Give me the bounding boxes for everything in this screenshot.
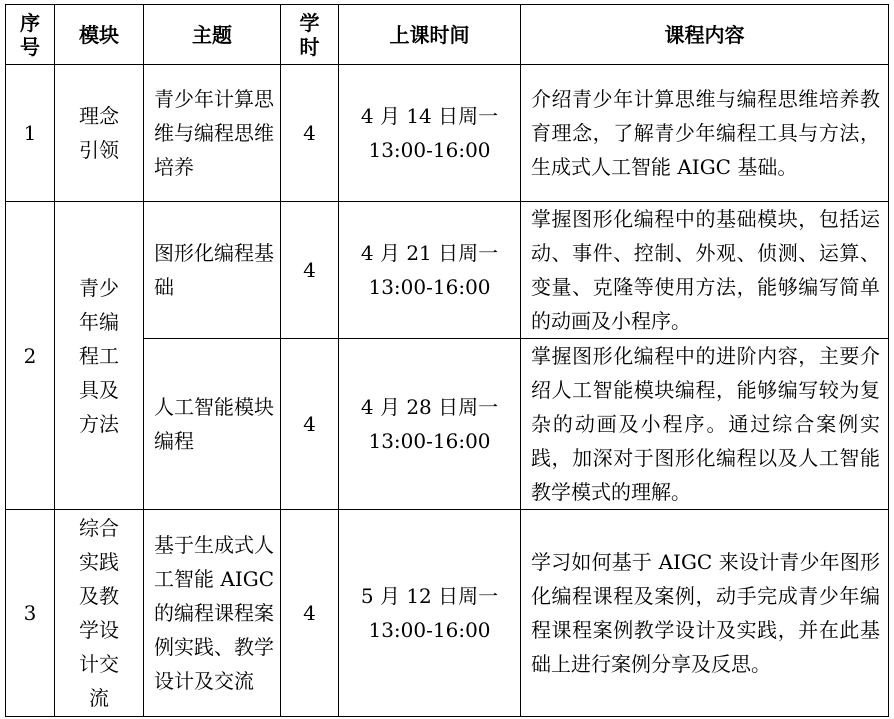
cell-time: 4 月 21 日周一 13:00-16:00	[339, 202, 521, 339]
cell-content: 学习如何基于 AIGC 来设计青少年图形化编程课程及案例，动手完成青少年编程课程案例教学设计及实践，并在此基础上进行案例分享及反思。	[521, 510, 889, 717]
cell-topic: 基于生成式人工智能 AIGC 的编程课程案例实践、教学设计及交流	[144, 510, 281, 717]
header-time: 上课时间	[339, 5, 521, 65]
cell-hours: 4	[281, 510, 339, 717]
cell-hours: 4	[281, 339, 339, 510]
cell-hours: 4	[281, 202, 339, 339]
table-row	[6, 510, 889, 717]
cell-seq: 3	[6, 510, 55, 717]
table-row	[6, 202, 889, 339]
cell-time: 4 月 14 日周一 13:00-16:00	[339, 65, 521, 202]
header-topic: 主题	[144, 5, 281, 65]
cell-content: 掌握图形化编程中的进阶内容，主要介绍人工智能模块编程，能够编写较为复杂的动画及小程序。通过综合案例实践，加深对于图形化编程以及人工智能教学模式的理解。	[521, 339, 889, 510]
cell-topic: 人工智能模块编程	[144, 339, 281, 510]
cell-hours: 4	[281, 65, 339, 202]
header-row	[6, 5, 889, 65]
cell-topic: 青少年计算思维与编程思维培养	[144, 65, 281, 202]
header-seq: 序 号	[6, 5, 55, 65]
cell-seq: 1	[6, 65, 55, 202]
table-row	[6, 65, 889, 202]
cell-module: 青少 年编 程工 具及 方法	[55, 202, 144, 510]
course-schedule-table	[5, 4, 889, 717]
cell-topic: 图形化编程基础	[144, 202, 281, 339]
header-hours: 学 时	[281, 5, 339, 65]
cell-time: 5 月 12 日周一 13:00-16:00	[339, 510, 521, 717]
header-content: 课程内容	[521, 5, 889, 65]
cell-module: 理念 引领	[55, 65, 144, 202]
cell-module: 综合 实践 及教 学设 计交 流	[55, 510, 144, 717]
header-module: 模块	[55, 5, 144, 65]
cell-time: 4 月 28 日周一 13:00-16:00	[339, 339, 521, 510]
cell-content: 介绍青少年计算思维与编程思维培养教育理念，了解青少年编程工具与方法，生成式人工智能 AIGC 基础。	[521, 65, 889, 202]
cell-seq: 2	[6, 202, 55, 510]
cell-content: 掌握图形化编程中的基础模块，包括运动、事件、控制、外观、侦测、运算、变量、克隆等使用方法，能够编写简单的动画及小程序。	[521, 202, 889, 339]
